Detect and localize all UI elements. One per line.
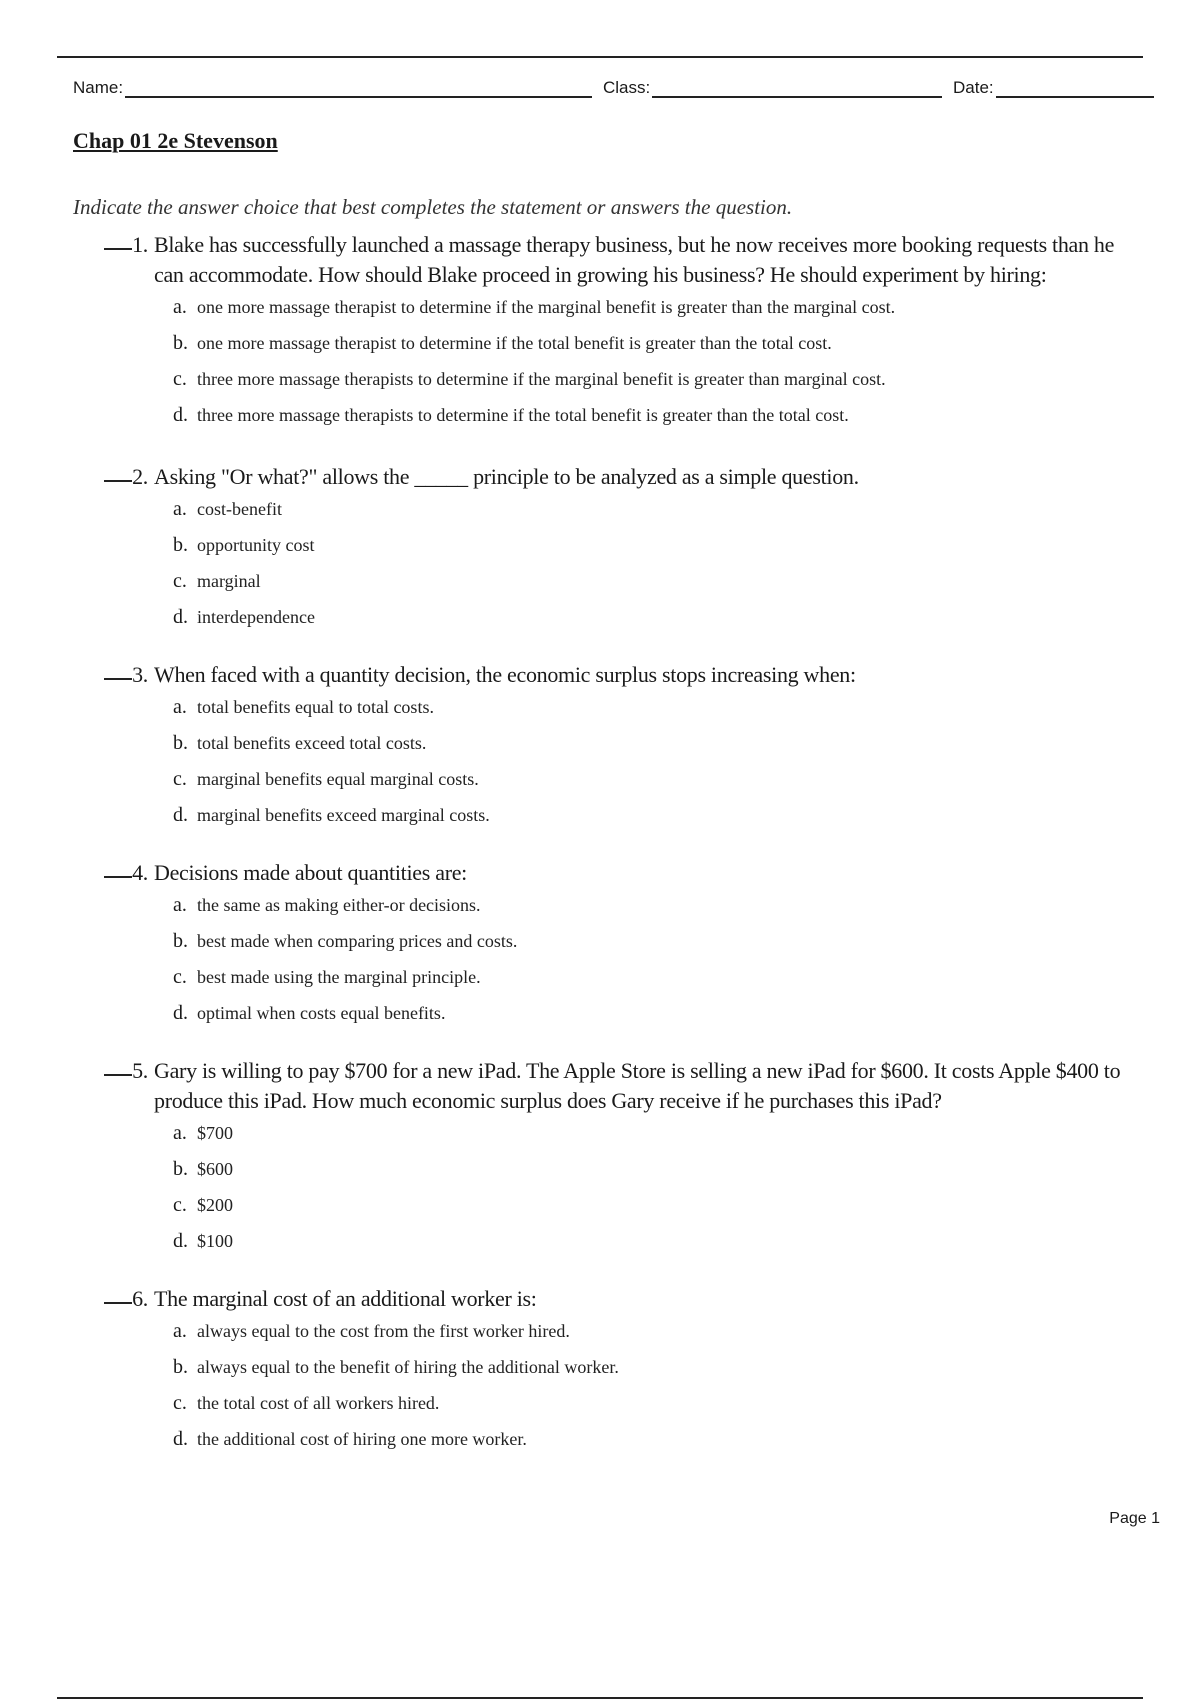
answer-options (173, 498, 1144, 642)
option-letter: d. (173, 404, 188, 426)
question-1 (104, 230, 1144, 440)
answer-option[interactable] (173, 332, 1144, 368)
name-label: Name: (73, 78, 124, 97)
option-text: marginal benefits equal marginal costs. (197, 769, 479, 789)
question-number: 5. (132, 1058, 148, 1083)
name-blank-line[interactable] (125, 74, 592, 98)
answer-option[interactable] (173, 804, 1144, 840)
option-text: $700 (197, 1123, 233, 1143)
class-field[interactable] (603, 74, 942, 98)
option-letter: a. (173, 1122, 187, 1144)
document-title: Chap 01 2e Stevenson (73, 128, 278, 153)
option-letter: d. (173, 1230, 188, 1252)
date-blank-line[interactable] (996, 74, 1154, 98)
question-stem (104, 462, 1144, 492)
answer-option[interactable] (173, 1392, 1144, 1428)
option-text: total benefits equal to total costs. (197, 697, 434, 717)
option-letter: d. (173, 606, 188, 628)
option-letter: b. (173, 1356, 188, 1378)
question-6 (104, 1284, 1144, 1464)
option-letter: b. (173, 930, 188, 952)
question-text: Blake has successfully launched a massage therapy business, but he now receives more booking requests than he can accommodate. How should Blake proceed in growing his business? He should experiment by hiring: (154, 232, 1115, 287)
answer-blank[interactable] (104, 248, 132, 250)
option-text: three more massage therapists to determine if the marginal benefit is greater than marginal cost. (197, 369, 886, 389)
answer-blank[interactable] (104, 876, 132, 878)
option-text: $600 (197, 1159, 233, 1179)
answer-option[interactable] (173, 606, 1144, 642)
option-text: interdependence (197, 607, 315, 627)
answer-option[interactable] (173, 768, 1144, 804)
option-letter: d. (173, 1428, 188, 1450)
answer-options (173, 696, 1144, 840)
answer-option[interactable] (173, 404, 1144, 440)
question-stem (104, 1284, 1144, 1314)
option-text: total benefits exceed total costs. (197, 733, 427, 753)
option-letter: b. (173, 1158, 188, 1180)
answer-option[interactable] (173, 1194, 1144, 1230)
answer-options (173, 1122, 1144, 1266)
answer-blank[interactable] (104, 1302, 132, 1304)
question-text: The marginal cost of an additional worker is: (154, 1286, 537, 1311)
option-text: one more massage therapist to determine if the marginal benefit is greater than the marginal cost. (197, 297, 896, 317)
answer-option[interactable] (173, 696, 1144, 732)
answer-options (173, 894, 1144, 1038)
option-text: three more massage therapists to determine if the total benefit is greater than the total cost. (197, 405, 849, 425)
option-text: optimal when costs equal benefits. (197, 1003, 446, 1023)
question-list (0, 230, 1200, 1464)
question-4 (104, 858, 1144, 1038)
question-text: When faced with a quantity decision, the economic surplus stops increasing when: (154, 662, 856, 687)
header-fields (73, 74, 1163, 102)
option-text: cost-benefit (197, 499, 282, 519)
option-text: $200 (197, 1195, 233, 1215)
question-number: 2. (132, 464, 148, 489)
question-text: Gary is willing to pay $700 for a new iPad. The Apple Store is selling a new iPad for $600. It costs Apple $400 to produce this iPad. How much economic surplus does Gary receive if he purchases this iPad? (154, 1058, 1121, 1113)
top-rule (57, 56, 1143, 58)
option-letter: d. (173, 804, 188, 826)
answer-option[interactable] (173, 930, 1144, 966)
question-stem (104, 660, 1144, 690)
answer-option[interactable] (173, 1428, 1144, 1464)
option-letter: c. (173, 966, 187, 988)
question-text: Decisions made about quantities are: (154, 860, 467, 885)
answer-option[interactable] (173, 296, 1144, 332)
answer-option[interactable] (173, 1230, 1144, 1266)
question-number: 4. (132, 860, 148, 885)
question-stem (104, 858, 1144, 888)
option-letter: c. (173, 1194, 187, 1216)
answer-option[interactable] (173, 498, 1144, 534)
answer-option[interactable] (173, 1158, 1144, 1194)
answer-blank[interactable] (104, 480, 132, 482)
date-field[interactable] (953, 74, 1154, 98)
date-label: Date: (953, 78, 994, 97)
answer-option[interactable] (173, 368, 1144, 404)
answer-option[interactable] (173, 966, 1144, 1002)
question-number: 1. (132, 232, 148, 257)
option-text: always equal to the benefit of hiring the additional worker. (197, 1357, 619, 1377)
question-number: 6. (132, 1286, 148, 1311)
option-text: the total cost of all workers hired. (197, 1393, 440, 1413)
question-5 (104, 1056, 1144, 1266)
option-text: the same as making either-or decisions. (197, 895, 481, 915)
class-label: Class: (603, 78, 651, 97)
answer-option[interactable] (173, 1002, 1144, 1038)
question-text: Asking "Or what?" allows the _____ principle to be analyzed as a simple question. (154, 464, 859, 489)
option-text: one more massage therapist to determine if the total benefit is greater than the total cost. (197, 333, 832, 353)
bottom-rule (57, 1697, 1143, 1699)
option-text: always equal to the cost from the first worker hired. (197, 1321, 570, 1341)
answer-option[interactable] (173, 1122, 1144, 1158)
answer-option[interactable] (173, 1320, 1144, 1356)
option-letter: b. (173, 332, 188, 354)
option-letter: c. (173, 768, 187, 790)
option-text: marginal (197, 571, 261, 591)
answer-blank[interactable] (104, 1074, 132, 1076)
option-letter: c. (173, 570, 187, 592)
option-letter: d. (173, 1002, 188, 1024)
option-text: opportunity cost (197, 535, 315, 555)
answer-options (173, 296, 1144, 440)
option-letter: a. (173, 696, 187, 718)
answer-blank[interactable] (104, 678, 132, 680)
answer-options (173, 1320, 1144, 1464)
question-3 (104, 660, 1144, 840)
question-stem (104, 230, 1144, 290)
option-letter: a. (173, 1320, 187, 1342)
page-number: Page 1 (1109, 1510, 1160, 1527)
name-field[interactable] (73, 74, 592, 98)
option-letter: a. (173, 894, 187, 916)
answer-option[interactable] (173, 1356, 1144, 1392)
option-letter: c. (173, 368, 187, 390)
option-letter: b. (173, 732, 188, 754)
option-text: $100 (197, 1231, 233, 1251)
instructions: Indicate the answer choice that best completes the statement or answers the question. (73, 195, 793, 219)
option-text: marginal benefits exceed marginal costs. (197, 805, 490, 825)
option-letter: b. (173, 534, 188, 556)
option-letter: c. (173, 1392, 187, 1414)
question-2 (104, 462, 1144, 642)
answer-option[interactable] (173, 894, 1144, 930)
answer-option[interactable] (173, 570, 1144, 606)
option-letter: a. (173, 498, 187, 520)
option-text: the additional cost of hiring one more worker. (197, 1429, 527, 1449)
question-stem (104, 1056, 1144, 1116)
option-text: best made using the marginal principle. (197, 967, 481, 987)
option-text: best made when comparing prices and costs. (197, 931, 518, 951)
question-number: 3. (132, 662, 148, 687)
answer-option[interactable] (173, 732, 1144, 768)
class-blank-line[interactable] (652, 74, 942, 98)
answer-option[interactable] (173, 534, 1144, 570)
option-letter: a. (173, 296, 187, 318)
